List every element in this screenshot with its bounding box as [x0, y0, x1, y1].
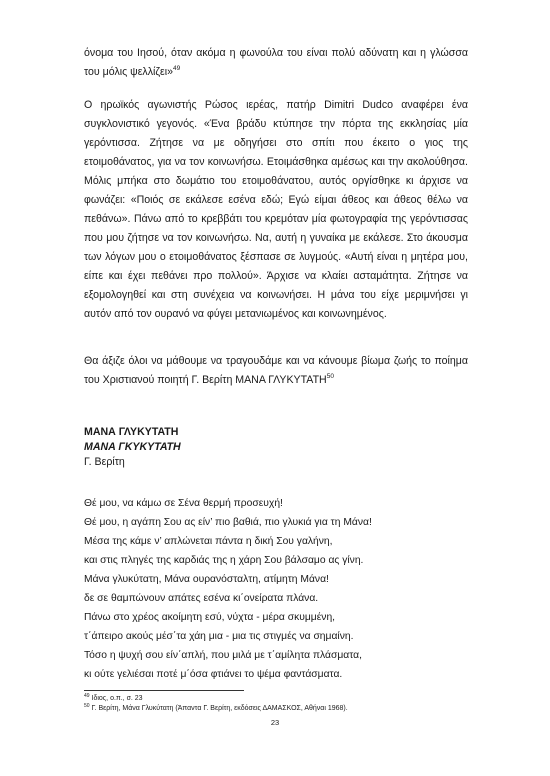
- poem-line: τ΄άπειρο ακούς μέσ΄τα χάη μια - μια τις στιγμές να σημαίνη.: [84, 631, 354, 642]
- footnote-text: Γ. Βερίτη, Μάνα Γλυκύτατη (Άπαντα Γ. Βερίτη, εκδόσεις ΔΑΜΑΣΚΟΣ, Αθήναι 1968).: [91, 705, 348, 712]
- footnote-49: [84, 694, 348, 704]
- footnotes: [84, 694, 348, 714]
- paragraph-2-text: Ο ηρωϊκός αγωνιστής Ρώσος ιερέας, πατήρ Dimitri Dudco αναφέρει ένα συγκλονιστικό γεγονός. «Ένα βράδυ κτύπησε την πόρτα της εκκλησίας μία γερόντισσα. Ζήτησε να με οδηγήσει στο σπίτι που έκειτο ο γιος της ετοιμοθάνατος, για να τον κοινωνήσω. Ετοιμάσθηκα αμέσως και την ακολούθησα. Μόλις μπήκα στο δωμάτιο του ετοιμοθάνατου, αυτός οργίσθηκε κι άρχισε να φωνάζει: «Ποιός σε εκάλεσε εσένα εδώ; Εγώ είμαι άθεος και άθεος θέλω να πεθάνω». Πάνω από το κρεββάτι του κρεμόταν μία φωτογραφία της γερόντισσας που μου ζήτησε να τον κοινωνήσω. Να, αυτή η γυναίκα με εκάλεσε. Στο άκουσμα των λόγων μου ο ετοιμοθάνατος ξέσπασε σε λυγμούς. «Αυτή είναι η μητέρα μου, είπε και έχει πεθάνει προ πολλού». Άρχισε να κλαίει ασταμάτητα. Ζήτησε να εξομολογηθεί και στη συνέχεια να κοινωνήσει. Η μάνα του είχε μεριμνήσει γι αυτόν από τον ουρανό να φύγει μετανιωμένος και κοινωνημένος.: [84, 99, 468, 320]
- paragraph-2: [84, 96, 468, 324]
- poem-line: Μάνα γλυκύτατη, Μάνα ουρανόσταλτη, ατίμητη Μάνα!: [84, 574, 329, 585]
- poem-stanza: [84, 494, 484, 684]
- footnote-ref-49: 49: [173, 65, 181, 72]
- footnote-ref-50: 50: [326, 373, 334, 380]
- poem-title: ΜΑΝΑ ΓΛΥΚΥΤΑΤΗ: [84, 426, 179, 438]
- poem-line: κι ούτε γελιέσαι ποτέ μ΄όσα φτιάνει το ψέμα φαντάσματα.: [84, 669, 343, 680]
- poem-line: Θέ μου, η αγάπη Σου ας είν’ πιο βαθιά, πιο γλυκιά για τη Μάνα!: [84, 517, 372, 528]
- poem-line: Τόσο η ψυχή σου είν΄απλή, που μιλά με τ΄αμίλητα πλάσματα,: [84, 650, 362, 661]
- footnote-number: 49: [84, 693, 90, 699]
- paragraph-3-text: Θα άξιζε όλοι να μάθουμε να τραγουδάμε και να κάνουμε βίωμα ζωής το ποίημα του Χριστιανού ποιητή Γ. Βερίτη ΜΑΝΑ ΓΛΥΚΥΤΑΤΗ: [84, 355, 468, 386]
- footnote-divider: [84, 690, 244, 691]
- footnote-number: 50: [84, 703, 90, 709]
- poem-title-italic: ΜΑΝΑ ΓΚΥΚΥΤΑΤΗ: [84, 441, 181, 453]
- poem-line: και στις πληγές της καρδιάς της η χάρη Σου βάλσαμο ας γίνη.: [84, 555, 364, 566]
- page-number: 23: [270, 718, 280, 727]
- poem-line: Θέ μου, να κάμω σε Σένα θερμή προσευχή!: [84, 498, 283, 509]
- poem-line: Πάνω στο χρέος ακοίμητη εσύ, νύχτα - μέρα σκυμμένη,: [84, 612, 336, 623]
- poem-header: [84, 425, 181, 470]
- poem-line: δε σε θαμπώνουν απάτες εσένα κι΄ονείρατα πλάνα.: [84, 593, 319, 604]
- footnote-text: Ιδιος, ο.π., σ. 23: [91, 695, 143, 702]
- poem-line: Μέσα της κάμε ν’ απλώνεται πάντα η δική Σου γαλήνη,: [84, 536, 333, 547]
- footnote-50: [84, 704, 348, 714]
- paragraph-1: [84, 44, 468, 82]
- paragraph-3: [84, 352, 468, 390]
- paragraph-1-text: όνομα του Ιησού, όταν ακόμα η φωνούλα του είναι πολύ αδύνατη και η γλώσσα του μόλις ψελλίζει»: [84, 47, 468, 78]
- poem-author: Γ. Βερίτη: [84, 456, 125, 468]
